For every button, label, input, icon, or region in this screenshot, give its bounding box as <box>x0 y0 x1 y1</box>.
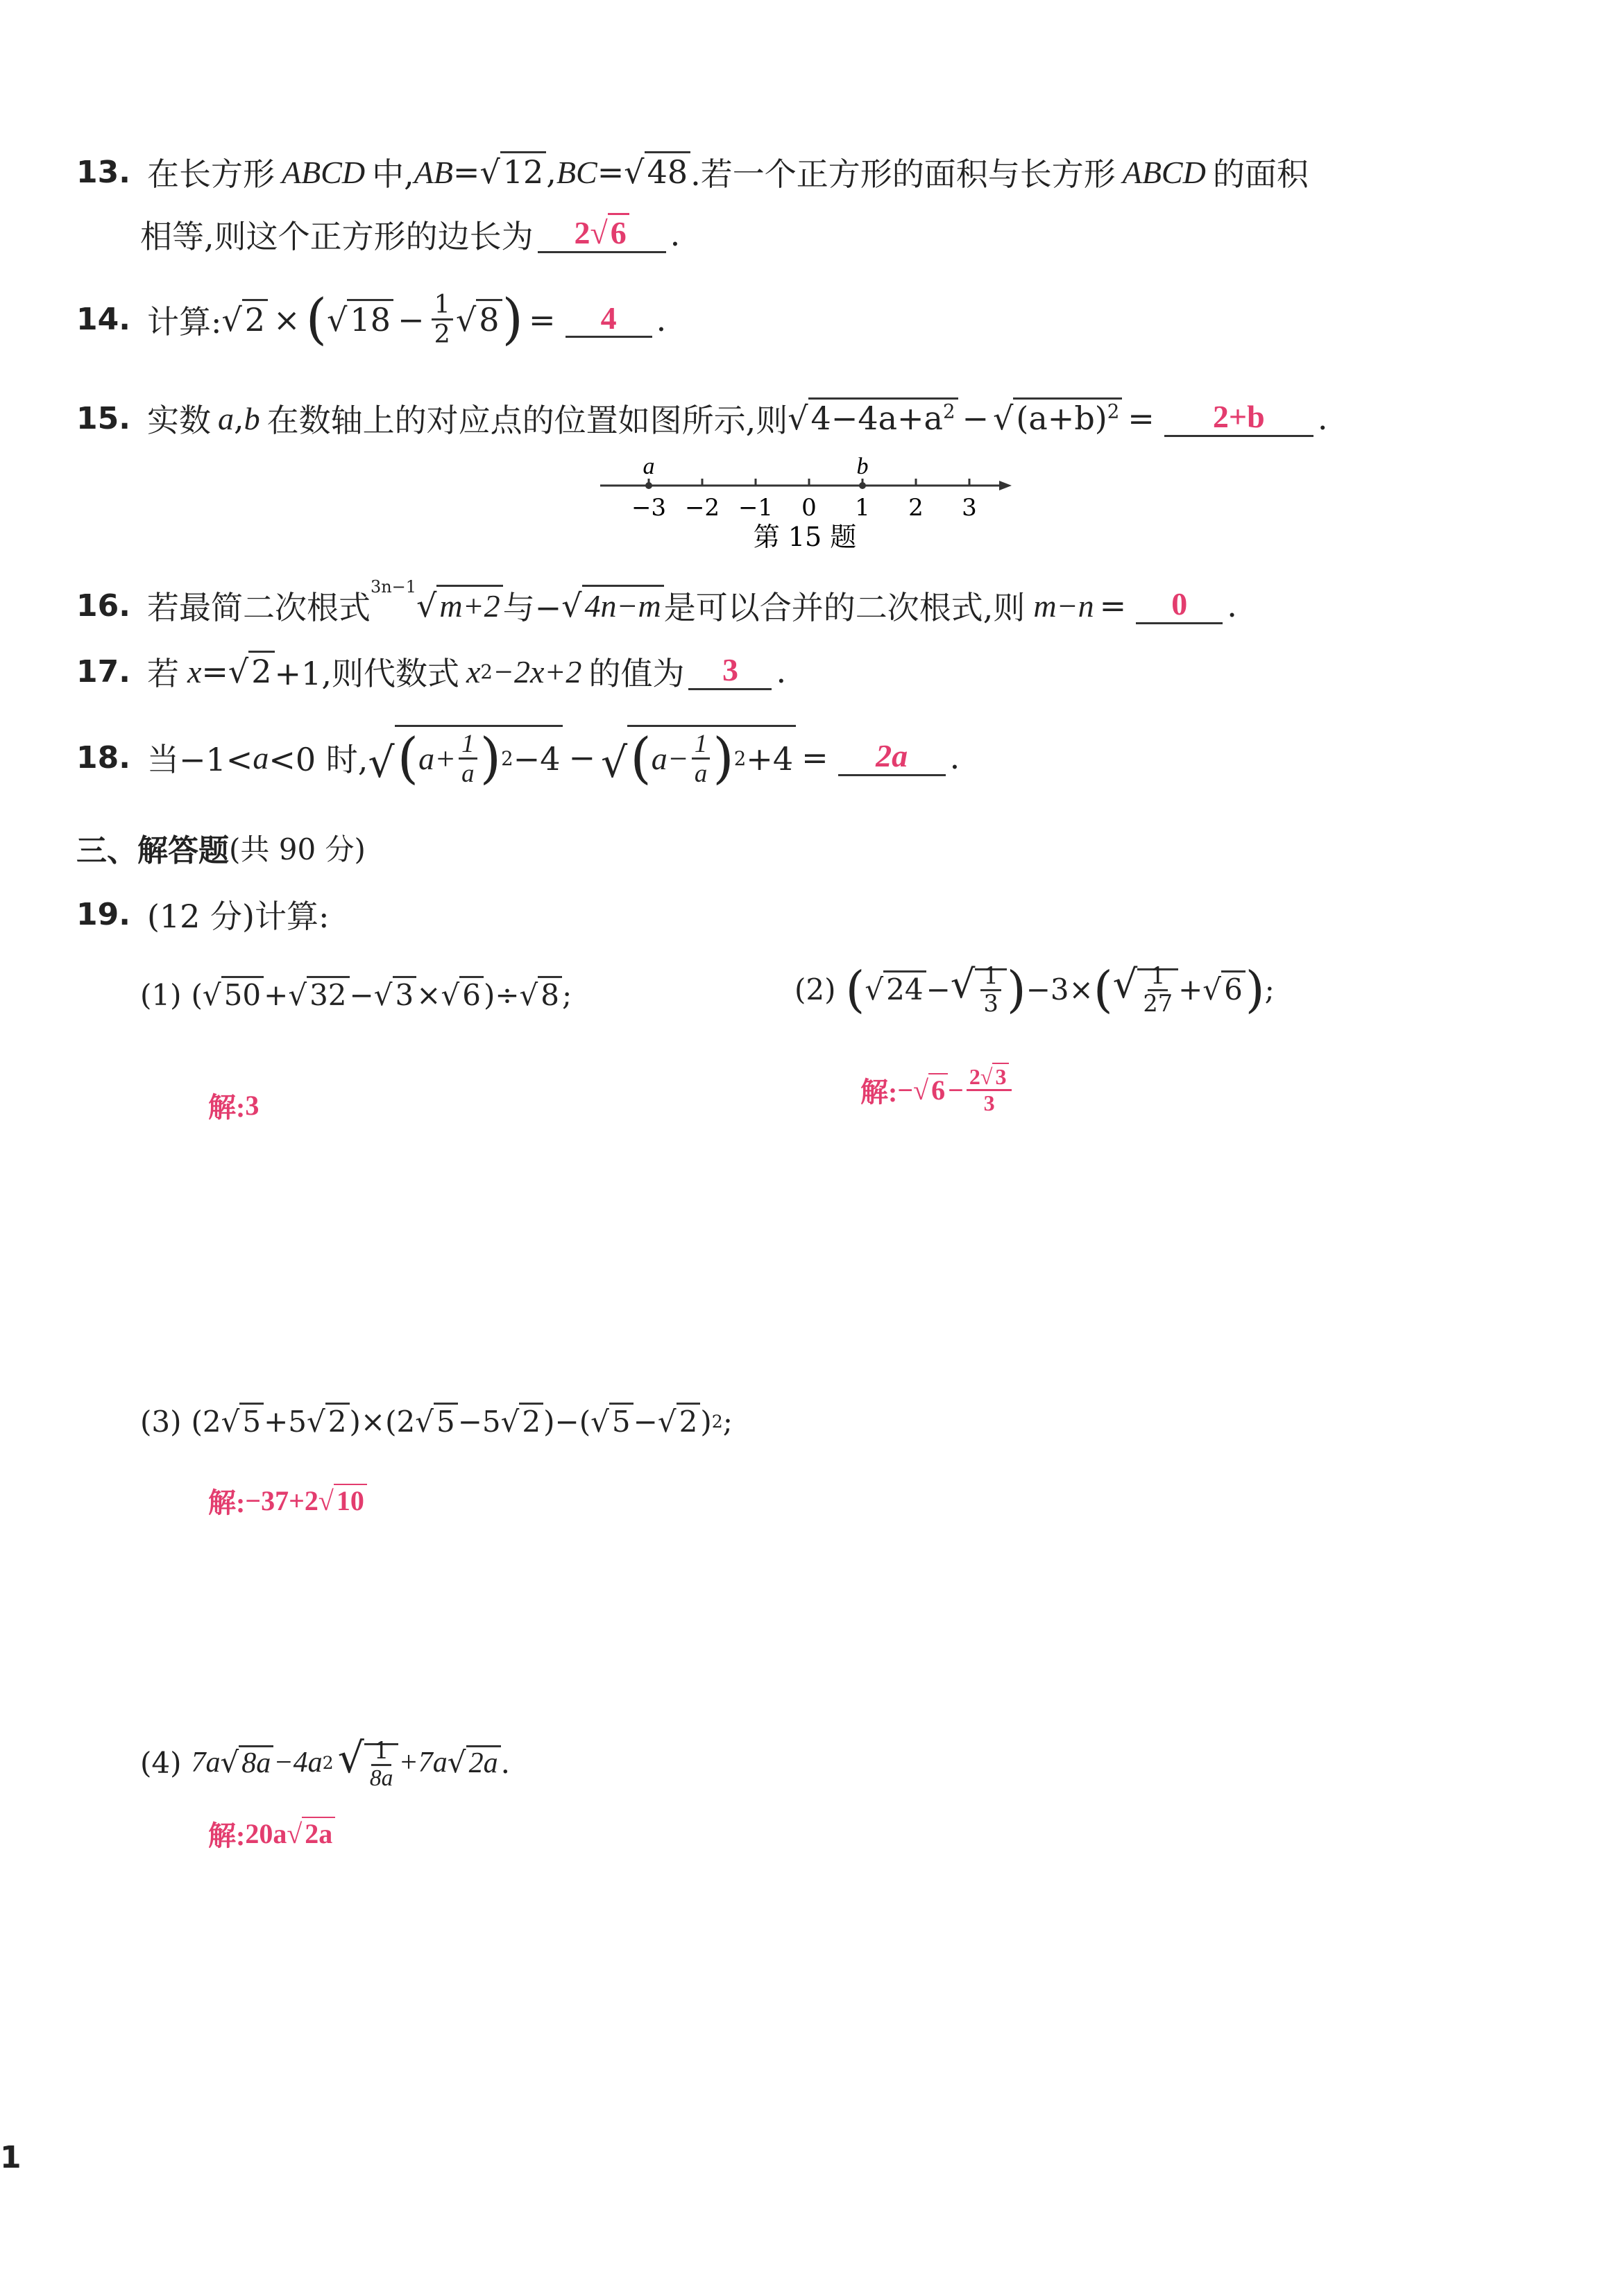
sqrt: √ $\frac{1}{8a}$ <box>338 1734 399 1791</box>
period: . <box>500 1745 510 1780</box>
sqrt: √6 <box>1202 973 1245 1006</box>
expr: +5 <box>264 1405 307 1439</box>
label-b: b <box>856 454 869 479</box>
sqrt: $√4-4a+a^2$ <box>788 400 958 437</box>
q13-text: 相等,则这个正方形的边长为 <box>140 218 534 255</box>
q19-label: (12 分)计算: <box>146 898 330 935</box>
period: . <box>949 739 960 776</box>
sqrt: √12 <box>479 153 546 191</box>
q17-text: 若 <box>146 655 179 692</box>
tick-label: 3 <box>962 494 977 522</box>
part-tag: (4) <box>140 1745 182 1780</box>
q15-line <box>76 395 1327 441</box>
q14-label: 计算: <box>146 302 222 341</box>
part-tag: (1) <box>140 978 182 1012</box>
question-number: 13. <box>76 154 130 190</box>
sqrt: √32 <box>288 978 349 1012</box>
coef: 7a <box>191 1747 221 1779</box>
q13-text: 中, <box>372 155 414 193</box>
question-number: 15. <box>76 400 130 436</box>
paren-close: ) <box>502 288 524 351</box>
tick-label: 1 <box>855 494 870 522</box>
comma: , <box>233 400 244 437</box>
var-b: b <box>244 400 260 436</box>
minus: − <box>568 739 596 776</box>
q16-text: 与− <box>502 589 562 626</box>
paren-open: ( <box>305 288 328 351</box>
q17-text: +1,则代数式 <box>274 655 459 692</box>
q13-abcd: ABCD <box>281 154 366 190</box>
q16-text: 是可以合并的二次根式,则 <box>663 589 1026 626</box>
expr: −2x+2 <box>492 653 582 689</box>
expr-m-n: m−n <box>1033 588 1094 624</box>
paren-open: ( <box>191 978 203 1012</box>
point-b <box>859 482 866 489</box>
sqrt: √8 <box>456 301 502 339</box>
var-a: a <box>217 400 234 436</box>
expr: )×(2 <box>349 1405 416 1439</box>
question-number: 18. <box>76 739 130 776</box>
times: × <box>273 300 300 339</box>
sqrt: √ $\frac{1}{3}$ <box>951 962 1007 1016</box>
paren-close-divide: )÷ <box>483 978 520 1012</box>
semicolon: ; <box>562 978 572 1012</box>
period: . <box>776 653 787 690</box>
section-title: 三、解答题 <box>76 833 229 868</box>
equals: = <box>1128 400 1155 437</box>
coef: −4a <box>273 1747 323 1779</box>
sqrt: √2 <box>228 653 275 690</box>
q13-text: .若一个正方形的面积与长方形 <box>690 155 1116 193</box>
q18-line <box>76 725 960 790</box>
sqrt: √ $\frac{1}{27}$ <box>1113 962 1178 1016</box>
answer-blank: 2+b <box>1164 400 1313 437</box>
answer-blank: 0 <box>1136 587 1223 624</box>
figure-caption: 第 15 题 <box>753 522 857 552</box>
q13-abcd: ABCD <box>1122 154 1206 190</box>
sqrt: √2 <box>658 1405 701 1439</box>
question-number: 16. <box>76 588 130 624</box>
sqrt: √50 <box>203 978 264 1012</box>
question-number: 17. <box>76 653 130 689</box>
expr: )−( <box>543 1405 591 1439</box>
equals: = <box>201 653 228 690</box>
paren-close: ) <box>700 1405 712 1439</box>
period: . <box>656 300 667 339</box>
q16-line <box>76 577 1237 628</box>
sqrt: √18 <box>327 301 393 339</box>
sqrt: √2a <box>448 1745 501 1780</box>
q19-part2-solution: 解: − √ 6 − $\frac{2√ 3}{3}$ <box>860 1065 1014 1115</box>
times: × <box>416 978 441 1012</box>
sqrt: √ ( a+ $\frac{1}{a}$ ) 2 −4 <box>368 725 563 790</box>
sqrt: √6 <box>441 978 484 1012</box>
number-line-figure <box>593 454 1023 565</box>
tick-label: −2 <box>684 494 720 522</box>
sqrt: √5 <box>221 1405 264 1439</box>
q14-line <box>76 288 666 351</box>
equals: = <box>529 300 556 339</box>
minus: − <box>926 973 951 1006</box>
question-number: 14. <box>76 302 130 337</box>
point-a <box>645 482 652 489</box>
page-number: 1 <box>0 2140 22 2175</box>
equals: = <box>597 153 624 191</box>
sqrt: √5 <box>590 1405 634 1439</box>
answer-blank: 4 <box>566 301 652 339</box>
answer-blank: 2a <box>838 739 946 776</box>
q19-part3 <box>140 1405 733 1439</box>
period: . <box>1317 400 1328 437</box>
q13-text: 的面积 <box>1212 155 1309 193</box>
q19-part1-solution: 解: 3 <box>208 1090 260 1123</box>
paren-close: ) <box>1006 961 1026 1018</box>
question-number: 19. <box>76 896 130 932</box>
sqrt: √2 <box>501 1405 544 1439</box>
plus: + <box>264 978 289 1012</box>
q18-text: 当−1< <box>146 741 253 778</box>
comma: , <box>546 153 556 191</box>
paren-open: ( <box>1093 961 1113 1018</box>
answer-blank: 3 <box>688 653 772 690</box>
sqrt: $√(a+b)^2$ <box>993 400 1122 437</box>
expr: (2 <box>191 1405 221 1439</box>
q19-part4-solution: 解: 20a √ 2a <box>208 1814 335 1853</box>
plus: + <box>1178 973 1203 1006</box>
answer-blank: 2√6 <box>538 216 666 253</box>
q13-text: 在长方形 <box>146 155 275 193</box>
sqrt: √2 <box>307 1405 350 1439</box>
q19-part1 <box>140 978 572 1012</box>
q17-line <box>76 649 786 694</box>
tick-label: −3 <box>631 494 667 522</box>
sqrt: √24 <box>865 973 926 1006</box>
sqrt: √4n−m <box>561 587 664 624</box>
q16-text: 若最简二次根式 <box>146 589 371 626</box>
tick-label: 2 <box>908 494 924 522</box>
coef: +7a <box>398 1747 448 1779</box>
paren-close: ) <box>1245 961 1265 1018</box>
exponent: 2 <box>711 1412 723 1432</box>
sqrt: √8 <box>520 978 563 1012</box>
q19-header <box>76 891 330 937</box>
sqrt: √2 <box>221 301 268 339</box>
period: . <box>1227 587 1237 624</box>
minus: − <box>349 978 374 1012</box>
minus: − <box>962 400 989 437</box>
part-tag: (2) <box>794 973 836 1006</box>
var-x: x <box>187 653 202 689</box>
sqrt: √ ( a− $\frac{1}{a}$ ) 2 +4 <box>601 725 796 790</box>
minus-3-times: −3× <box>1026 973 1094 1006</box>
q15-text: 实数 <box>146 402 211 439</box>
q13-ab: AB <box>414 154 453 190</box>
paren-open: ( <box>845 961 865 1018</box>
tick-label: −1 <box>738 494 774 522</box>
q17-text: 的值为 <box>588 655 685 692</box>
sqrt: √3 <box>374 978 417 1012</box>
semicolon: ; <box>722 1405 733 1439</box>
semicolon: ; <box>1264 973 1275 1006</box>
exponent: 2 <box>322 1752 334 1773</box>
var-a: a <box>253 739 269 776</box>
q18-text: <0 时, <box>269 741 368 778</box>
sqrt: √m+2 <box>416 587 503 624</box>
sqrt: √8a <box>221 1745 274 1780</box>
sqrt: √48 <box>624 153 690 191</box>
period: . <box>670 216 681 253</box>
exponent: 2 <box>480 660 493 683</box>
tick-label: 0 <box>801 494 817 522</box>
minus: − <box>633 1405 658 1439</box>
label-a: a <box>643 454 655 479</box>
equals: = <box>801 739 828 776</box>
arrow-head-icon <box>999 481 1012 490</box>
minus: − <box>397 300 425 339</box>
expr: −5 <box>457 1405 501 1439</box>
equals: = <box>1099 587 1127 624</box>
q19-part2 <box>794 961 1275 1018</box>
q19-part4 <box>140 1734 510 1791</box>
part-tag: (3) <box>140 1405 182 1439</box>
fraction: $\frac{1}{2}$ <box>432 291 453 349</box>
var-x: x <box>466 653 481 689</box>
q15-text: 在数轴上的对应点的位置如图所示,则 <box>266 402 788 439</box>
root-index: 3n−1 <box>370 577 417 597</box>
section-score: (共 90 分) <box>229 832 366 866</box>
equals: = <box>452 153 480 191</box>
q13-line2 <box>140 212 680 257</box>
q13-line1 <box>76 149 1309 195</box>
q19-part3-solution: 解: −37+2 √ 10 <box>208 1481 367 1520</box>
section-header <box>76 825 366 870</box>
sqrt: √5 <box>415 1405 458 1439</box>
q13-bc: BC <box>556 154 597 190</box>
